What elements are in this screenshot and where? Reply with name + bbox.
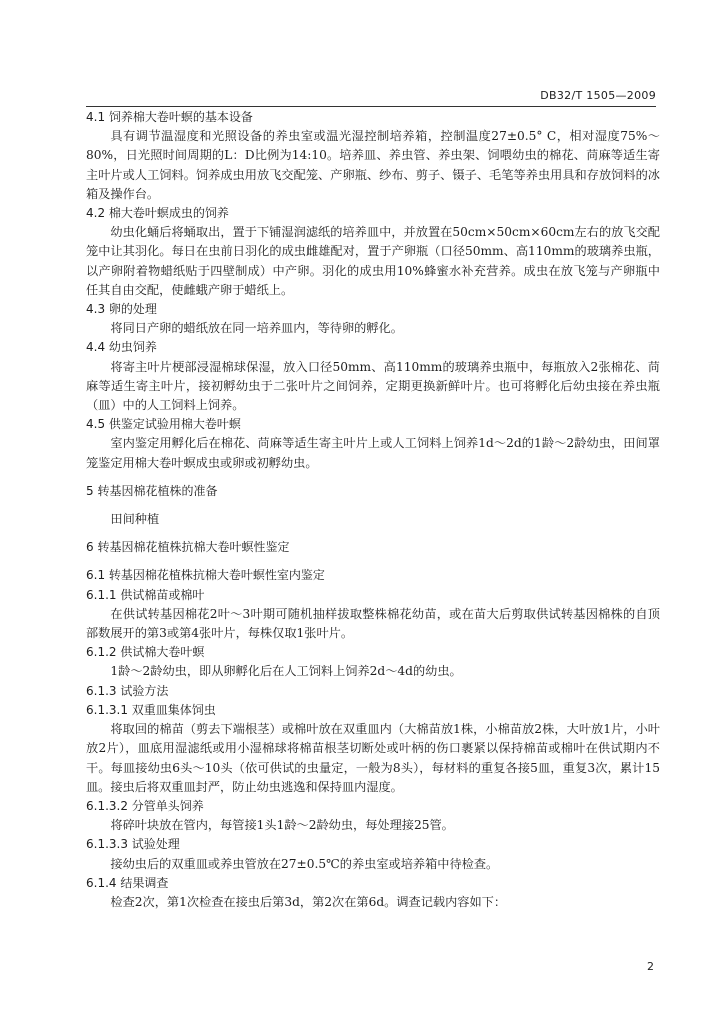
- standard-code: DB32/T 1505—2009: [540, 89, 656, 102]
- paragraph-6-1-3-2: 将碎叶块放在管内，每管接1头1龄～2龄幼虫，每处理接25管。: [110, 818, 454, 833]
- heading-6-1-3-1: 6.1.3.1 双重皿集体饲虫: [86, 702, 216, 717]
- heading-4-2: 4.2 棉大卷叶螟成虫的饲养: [86, 206, 229, 221]
- paragraph-6-1-2: 1龄～2龄幼虫，即从卵孵化后在人工饲料上饲养2d～4d的幼虫。: [110, 664, 462, 679]
- heading-6-1-3-3: 6.1.3.3 试验处理: [86, 837, 180, 852]
- page-number: 2: [647, 960, 654, 973]
- heading-5: 5 转基因棉花植株的准备: [86, 483, 218, 498]
- paragraph-6-1-4: 检查2次，第1次检查在接虫后第3d，第2次在第6d。调查记载内容如下：: [110, 894, 507, 909]
- section-gap: [86, 501, 660, 510]
- paragraph-4-5: 室内鉴定用孵化后在棉花、苘麻等适生寄主叶片上或人工饲料上饲养1d～2d的1龄～2龄幼虫，田间罩笼鉴定用棉大卷叶螟成虫或卵或初孵幼虫。: [86, 436, 660, 470]
- heading-4-3: 4.3 卵的处理: [86, 302, 157, 317]
- document-body: [86, 108, 660, 912]
- heading-4-5: 4.5 供鉴定试验用棉大卷叶螟: [86, 417, 241, 432]
- heading-6-1-3: 6.1.3 试验方法: [86, 683, 169, 698]
- heading-6-1-4: 6.1.4 结果调查: [86, 875, 169, 890]
- heading-6-1: 6.1 转基因棉花植株抗棉大卷叶螟性室内鉴定: [86, 568, 325, 583]
- heading-4-1: 4.1 饲养棉大卷叶螟的基本设备: [86, 110, 253, 124]
- paragraph-6-1-1: 在供试转基因棉花2叶～3叶期可随机抽样拔取整株棉花幼苗，或在苗大后剪取供试转基因棉株的自顶部数展开的第3或第4张叶片，每株仅取1张叶片。: [86, 606, 660, 641]
- paragraph-5: 田间种植: [110, 512, 160, 527]
- heading-6-1-2: 6.1.2 供试棉大卷叶螟: [86, 645, 205, 660]
- heading-4-4: 4.4 幼虫饲养: [86, 340, 157, 355]
- paragraph-6-1-3-3: 接幼虫后的双重皿或养虫管放在27±0.5℃的养虫室或培养箱中待检查。: [110, 856, 499, 871]
- paragraph-4-1: 具有调节温湿度和光照设备的养虫室或温光湿控制培养箱，控制温度27±0.5° C，相对湿度75%～80%，日光照时间周期的L：D比例为14:10。培养皿、养虫管、养虫架、饲喂幼虫的棉花、苘麻等适生寄主叶片或人工饲料。饲养成虫用放飞交配笼、产卵瓶、纱布、剪子、镊子、毛笔等养虫用具和存放饲料的冰箱及操作台。: [86, 129, 660, 201]
- heading-6-1-3-2: 6.1.3.2 分管单头饲养: [86, 798, 204, 813]
- heading-6: 6 转基因棉花植株抗棉大卷叶螟性鉴定: [86, 540, 290, 555]
- paragraph-4-4: 将寄主叶片梗部浸湿棉球保湿，放入口径50mm、高110mm的玻璃养虫瓶中，每瓶放入2张棉花、苘麻等适生寄主叶片，接初孵幼虫于二张叶片之间饲养，定期更换新鲜叶片。也可将孵化后幼虫接在养虫瓶（皿）中的人工饲料上饲养。: [86, 359, 660, 413]
- section-gap: [86, 557, 660, 566]
- paragraph-6-1-3-1: 将取回的棉苗（剪去下端根茎）或棉叶放在双重皿内（大棉苗放1株，小棉苗放2株，大叶放1片，小叶放2片），皿底用湿滤纸或用小湿棉球将棉苗根茎切断处或叶柄的伤口裹紧以保持棉苗或棉叶在供试期内不干。每皿接幼虫6头～10头（依可供试的虫量定，一般为8头），每材料的重复各接5皿，重复3次，累计15皿。接虫后将双重皿封严，防止幼虫逃逸和保持皿内湿度。: [86, 722, 660, 794]
- section-gap: [86, 529, 660, 538]
- section-gap: [86, 473, 660, 482]
- heading-6-1-1: 6.1.1 供试棉苗或棉叶: [86, 587, 205, 602]
- paragraph-4-3: 将同日产卵的蜡纸放在同一培养皿内，等待卵的孵化。: [110, 321, 403, 336]
- paragraph-4-2: 幼虫化蛹后将蛹取出，置于下铺湿润滤纸的培养皿中，并放置在50cm×50cm×60cm左右的放飞交配笼中让其羽化。每日在虫前日羽化的成虫雌雄配对，置于产卵瓶（口径50mm、高110mm的玻璃养虫瓶，以产卵附着物蜡纸贴于四壁制成）中产卵。羽化的成虫用10%蜂蜜水补充营养。成虫在放飞笼与产卵瓶中任其自由交配，使雌蛾产卵于蜡纸上。: [86, 225, 660, 297]
- header-rule: [86, 106, 656, 107]
